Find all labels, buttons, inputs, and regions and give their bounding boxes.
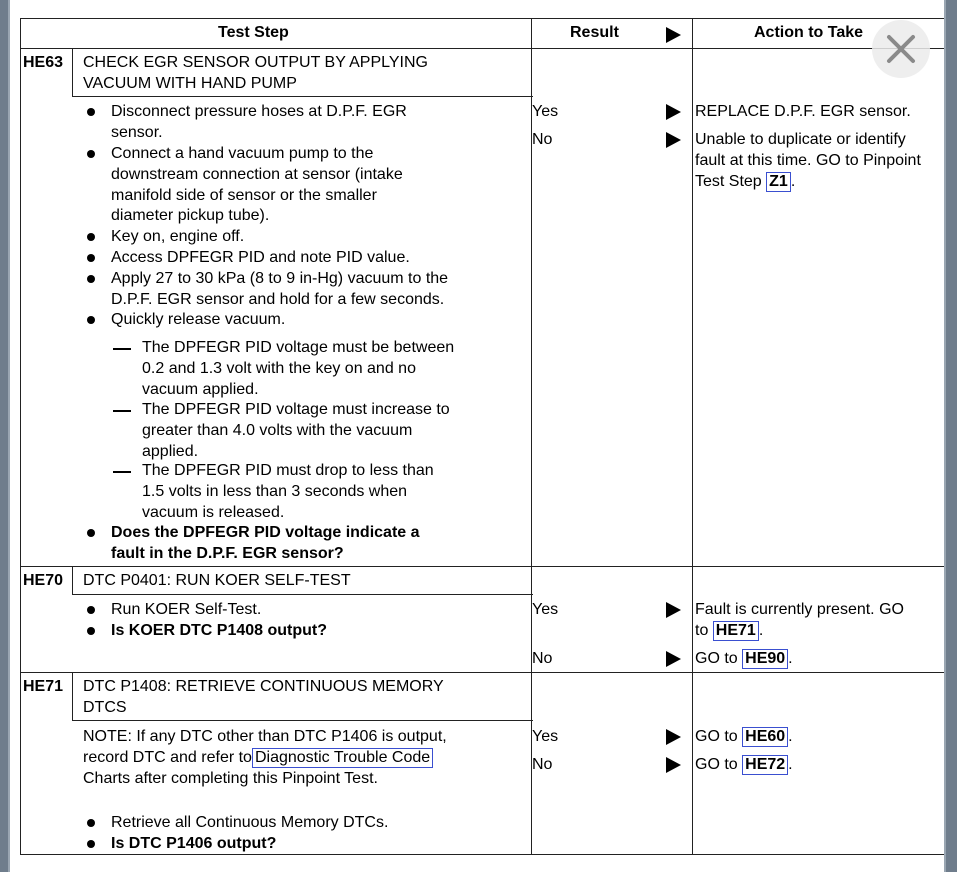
he63-bullet-1-line1: Disconnect pressure hoses at D.P.F. EGR <box>111 103 407 120</box>
he70-title-rule <box>72 594 533 595</box>
he63-dash-3-line1: The DPFEGR PID must drop to less than <box>142 462 434 479</box>
arrow-icon <box>666 132 681 148</box>
link-z1[interactable]: Z1 <box>766 172 791 192</box>
period: . <box>790 172 796 190</box>
link-he90[interactable]: HE90 <box>742 649 788 669</box>
he71-result-yes: Yes <box>532 728 559 745</box>
he63-dash-1-line1: The DPFEGR PID voltage must be between <box>142 339 455 356</box>
he70-no-action-prefix: GO to <box>695 650 738 667</box>
bullet-icon <box>87 627 95 635</box>
he70-yes-action-prefix: to <box>695 621 709 639</box>
action-column-rule <box>692 18 693 855</box>
bullet-icon <box>87 233 95 241</box>
header-test-step: Test Step <box>218 24 289 41</box>
he70-result-no: No <box>532 650 553 667</box>
he70-id-divider <box>72 566 73 594</box>
he71-no-action <box>695 755 793 776</box>
link-diagnostic-trouble-code[interactable]: Diagnostic Trouble Code <box>252 748 433 768</box>
he63-question-line2: fault in the D.P.F. EGR sensor? <box>111 544 344 562</box>
pinpoint-test-table <box>20 18 946 872</box>
table-top-rule <box>20 18 944 19</box>
he71-note-line2 <box>83 748 433 769</box>
he63-bullet-4: Access DPFEGR PID and note PID value. <box>111 249 410 266</box>
bullet-icon <box>87 606 95 614</box>
he63-bullet-3: Key on, engine off. <box>111 228 245 245</box>
arrow-icon <box>666 729 681 745</box>
he71-yes-action-prefix: GO to <box>695 728 738 745</box>
bullet-icon <box>87 150 95 158</box>
dash-icon <box>113 471 131 473</box>
bullet-icon <box>87 254 95 262</box>
he63-title-line1: CHECK EGR SENSOR OUTPUT BY APPLYING <box>83 54 428 71</box>
he70-bullet-1: Run KOER Self-Test. <box>111 601 262 618</box>
he70-yes-action-line2 <box>695 621 763 642</box>
he63-no-action-line1: Unable to duplicate or identify <box>695 131 906 148</box>
he71-note-line3: Charts after completing this Pinpoint Test. <box>83 769 378 787</box>
document-frame <box>8 0 946 872</box>
he71-note-prefix: record DTC and refer to <box>83 748 252 766</box>
he63-result-no: No <box>532 131 553 148</box>
he71-title-rule <box>72 720 533 721</box>
period: . <box>788 650 793 667</box>
he71-note-line1: NOTE: If any DTC other than DTC P1406 is output, <box>83 728 447 745</box>
he63-bullet-5-line1: Apply 27 to 30 kPa (8 to 9 in-Hg) vacuum to the <box>111 270 449 287</box>
he63-bullet-2-line4: diameter pickup tube). <box>111 207 270 225</box>
he71-title-line1: DTC P1408: RETRIEVE CONTINUOUS MEMORY <box>83 678 444 695</box>
bullet-icon <box>87 108 95 116</box>
he63-no-action-text: Test Step <box>695 172 762 190</box>
bullet-icon <box>87 275 95 283</box>
arrow-icon <box>666 757 681 773</box>
bullet-icon <box>87 316 95 324</box>
he70-result-yes: Yes <box>532 601 559 618</box>
he63-result-yes: Yes <box>532 103 559 120</box>
he63-bullet-2-line1: Connect a hand vacuum pump to the <box>111 145 374 162</box>
he63-dash-2-line1: The DPFEGR PID voltage must increase to <box>142 401 450 418</box>
he63-step-id: HE63 <box>23 54 64 71</box>
he63-id-divider <box>72 48 73 96</box>
link-he72[interactable]: HE72 <box>742 755 788 775</box>
link-he60[interactable]: HE60 <box>742 727 788 747</box>
he63-question-line1: Does the DPFEGR PID voltage indicate a <box>111 524 420 541</box>
bullet-icon <box>87 529 95 537</box>
he70-bullet-2: Is KOER DTC P1408 output? <box>111 622 328 639</box>
he63-bullet-2-line3: manifold side of sensor or the smaller <box>111 186 377 204</box>
he63-dash-2-line3: applied. <box>142 442 199 460</box>
he71-bullet-1: Retrieve all Continuous Memory DTCs. <box>111 814 389 831</box>
he63-dash-2-line2: greater than 4.0 volts with the vacuum <box>142 421 413 439</box>
he71-yes-action <box>695 727 793 748</box>
arrow-icon <box>666 651 681 667</box>
he70-no-action <box>695 649 793 670</box>
he63-dash-1-line3: vacuum applied. <box>142 380 259 398</box>
dash-icon <box>113 410 131 412</box>
close-icon <box>884 32 918 66</box>
he63-title-rule <box>72 96 533 97</box>
he63-bullet-2-line2: downstream connection at sensor (intake <box>111 165 403 183</box>
he63-no-action-line3 <box>695 172 795 193</box>
he70-title: DTC P0401: RUN KOER SELF-TEST <box>83 572 351 589</box>
header-arrow-icon <box>666 27 681 43</box>
he71-id-divider <box>72 672 73 720</box>
he71-title-line2: DTCS <box>83 698 127 716</box>
arrow-icon <box>666 602 681 618</box>
he71-bullet-2: Is DTC P1406 output? <box>111 835 277 852</box>
dash-icon <box>113 348 131 350</box>
header-action: Action to Take <box>754 24 864 41</box>
he63-bullet-5-line2: D.P.F. EGR sensor and hold for a few seconds. <box>111 290 445 308</box>
he63-dash-3-line2: 1.5 volts in less than 3 seconds when <box>142 482 408 500</box>
he63-dash-3-line3: vacuum is released. <box>142 503 285 521</box>
period: . <box>788 728 793 745</box>
he63-dash-1-line2: 0.2 and 1.3 volt with the key on and no <box>142 359 416 377</box>
header-result: Result <box>570 24 619 41</box>
he70-yes-action-line1: Fault is currently present. GO <box>695 601 904 618</box>
right-rule <box>944 18 945 855</box>
he71-step-id: HE71 <box>23 678 64 695</box>
he71-result-no: No <box>532 756 553 773</box>
link-he71[interactable]: HE71 <box>713 621 759 641</box>
left-rule <box>20 18 21 855</box>
he70-step-id: HE70 <box>23 572 64 589</box>
bullet-icon <box>87 819 95 827</box>
period: . <box>788 756 793 773</box>
he63-no-action-line2: fault at this time. GO to Pinpoint <box>695 151 921 169</box>
close-button[interactable] <box>872 20 930 78</box>
he63-bullet-6: Quickly release vacuum. <box>111 311 286 328</box>
he63-title-line2: VACUUM WITH HAND PUMP <box>83 74 297 92</box>
bullet-icon <box>87 840 95 848</box>
header-bottom-rule <box>20 48 944 49</box>
he71-no-action-prefix: GO to <box>695 756 738 773</box>
he63-yes-action: REPLACE D.P.F. EGR sensor. <box>695 103 911 120</box>
he70-bottom-rule <box>20 672 944 673</box>
arrow-icon <box>666 104 681 120</box>
he63-bottom-rule <box>20 566 944 567</box>
period: . <box>758 621 764 639</box>
he63-bullet-1-line2: sensor. <box>111 123 163 141</box>
